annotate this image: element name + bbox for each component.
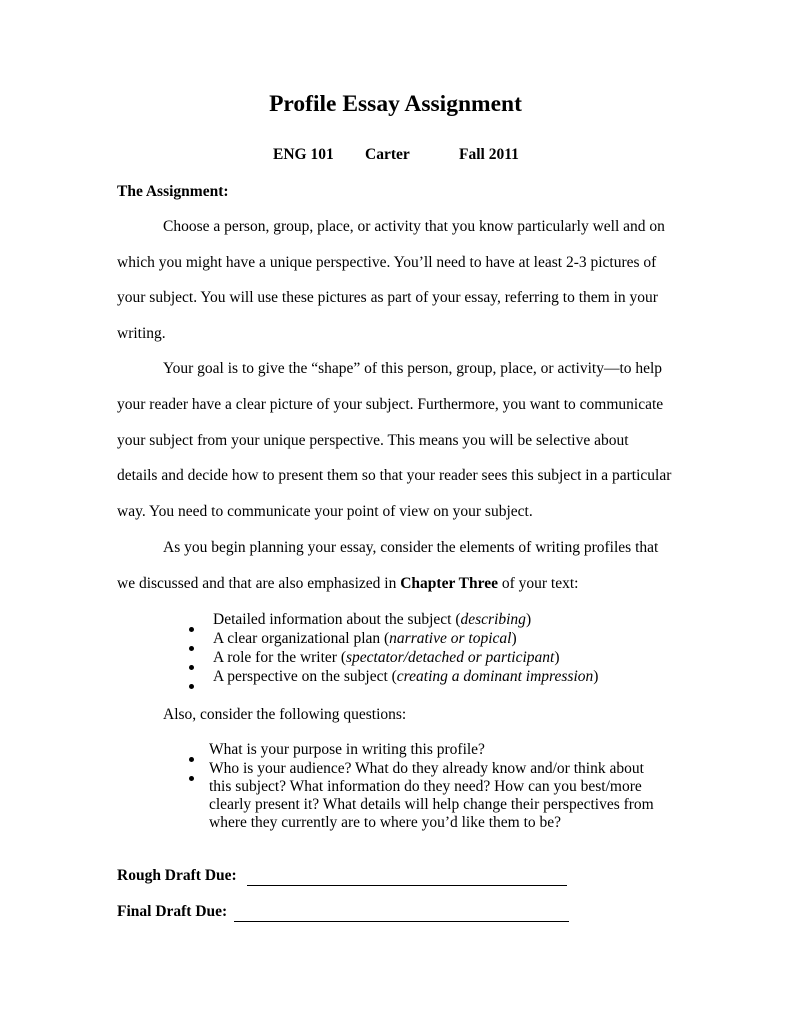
element-item: A perspective on the subject (creating a dominant impression) (213, 668, 599, 685)
instructor-name: Carter (365, 146, 410, 163)
para1-line: which you might have a unique perspective. You’ll need to have at least 2-3 pictures of (117, 254, 657, 271)
element-item: A clear organizational plan (narrative or topical) (213, 630, 517, 647)
question-item: What is your purpose in writing this profile? (209, 741, 485, 758)
rough-draft-label: Rough Draft Due: (117, 867, 237, 884)
question-item: this subject? What information do they need? How can you best/more (209, 778, 642, 795)
bullet-dot-icon (189, 619, 194, 637)
para2-line: Your goal is to give the “shape” of this person, group, place, or activity—to help (163, 360, 663, 377)
para1-line: writing. (117, 325, 166, 342)
para3-text: of your text: (497, 575, 579, 592)
para1-line: your subject. You will use these pictures as part of your essay, referring to them in your (117, 289, 658, 306)
question-item: Who is your audience? What do they already know and/or think about (209, 760, 644, 777)
question-item: clearly present it? What details will help change their perspectives from (209, 796, 654, 813)
bullet-dot-icon (189, 638, 194, 656)
para2-line: your reader have a clear picture of your subject. Furthermore, you want to communicate (117, 396, 664, 413)
bullet-dot-icon (189, 676, 194, 694)
final-draft-label: Final Draft Due: (117, 903, 228, 920)
final-draft-blank[interactable] (234, 906, 569, 927)
course-code: ENG 101 (273, 146, 334, 163)
para3-line (117, 574, 578, 594)
chapter-reference: Chapter Three (400, 575, 498, 592)
bullet-dot-icon (189, 657, 194, 675)
para3-text: we discussed and that are also emphasized in (117, 575, 401, 592)
page-title: Profile Essay Assignment (269, 91, 522, 117)
bullet-dot-icon (189, 749, 194, 767)
element-item: A role for the writer (spectator/detached or participant) (213, 649, 560, 666)
para2-line: details and decide how to present them so that your reader sees this subject in a particular (117, 467, 672, 484)
para2-line: your subject from your unique perspective. This means you will be selective about (117, 432, 629, 449)
para2-line: way. You need to communicate your point of view on your subject. (117, 503, 533, 520)
bullet-dot-icon (189, 768, 194, 786)
question-item: where they currently are to where you’d like them to be? (209, 814, 562, 831)
para3-line: As you begin planning your essay, consider the elements of writing profiles that (163, 539, 659, 556)
also-consider: Also, consider the following questions: (163, 706, 407, 723)
para1-line: Choose a person, group, place, or activity that you know particularly well and on (163, 218, 665, 235)
assignment-heading: The Assignment: (117, 183, 229, 200)
rough-draft-blank[interactable] (247, 870, 567, 891)
term: Fall 2011 (459, 146, 519, 163)
element-item: Detailed information about the subject (describing) (213, 611, 532, 628)
